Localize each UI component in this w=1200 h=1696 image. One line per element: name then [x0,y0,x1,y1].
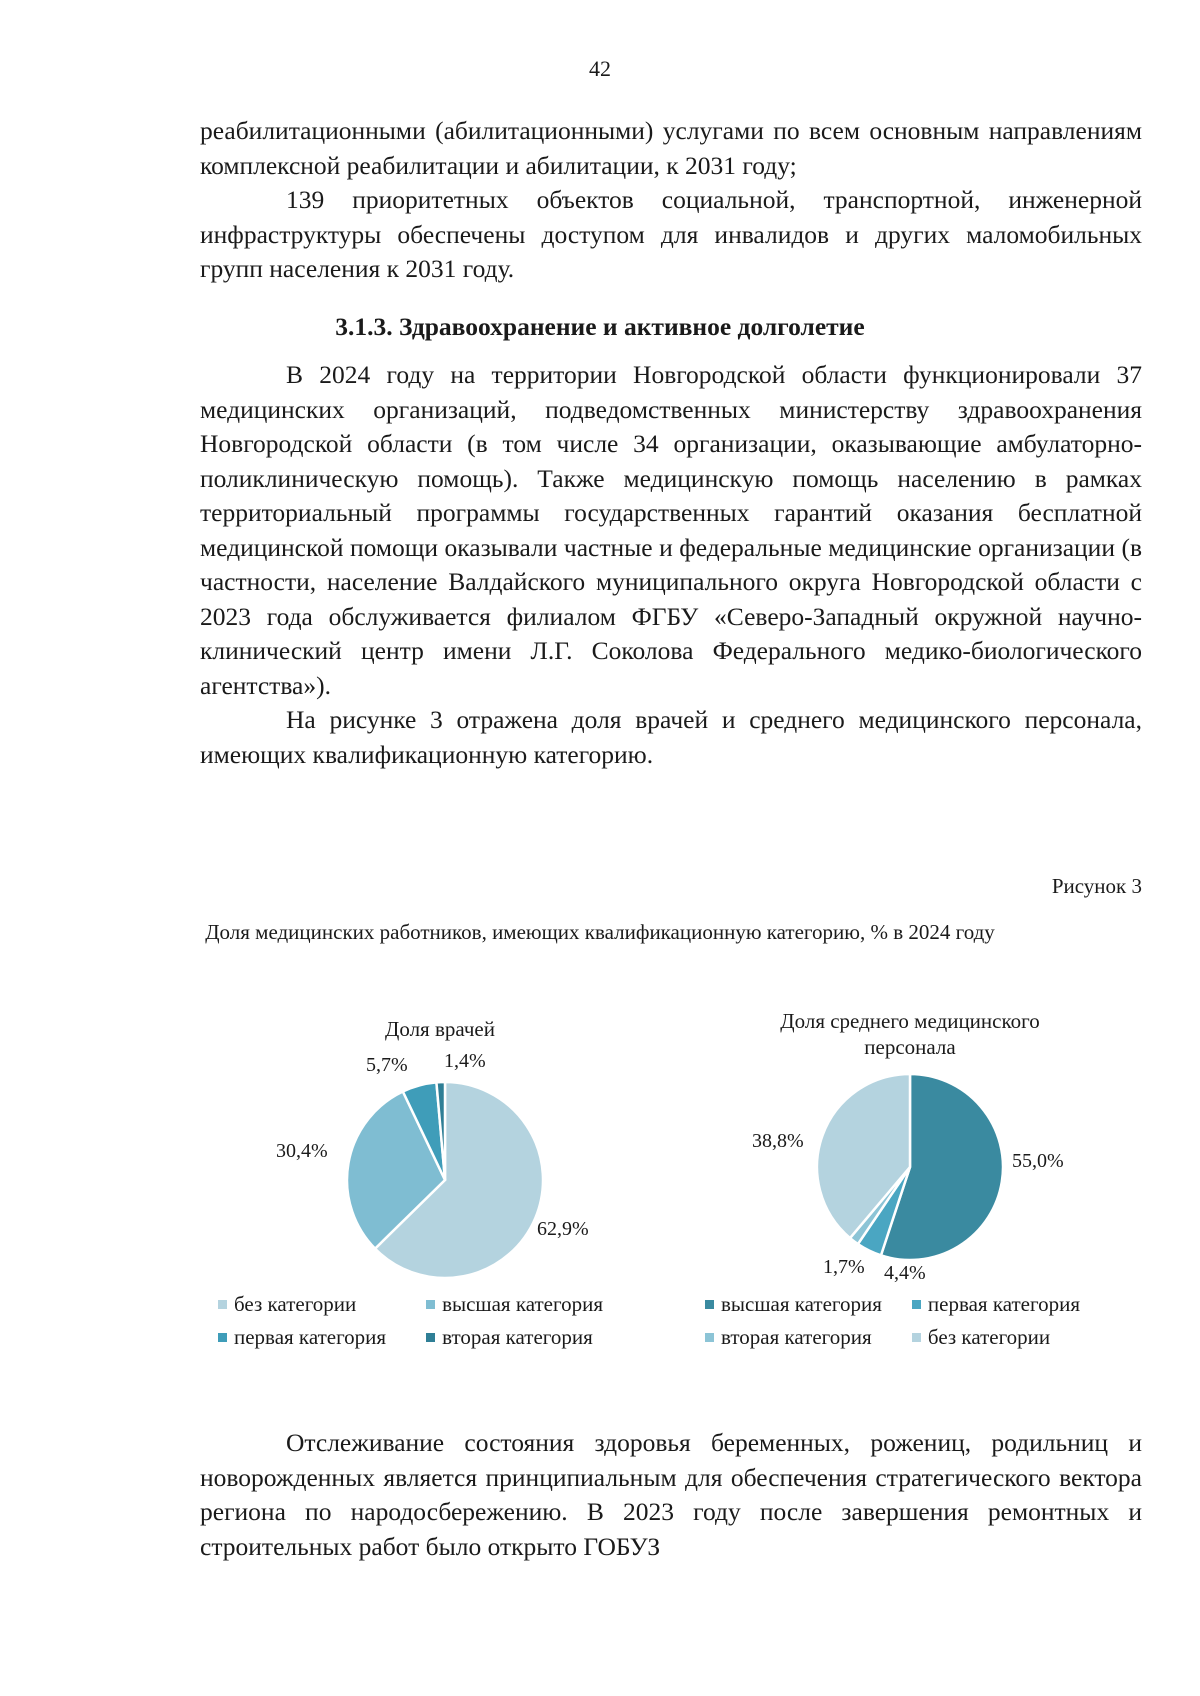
swatch-icon [912,1333,921,1342]
legend-item: без категории [912,1325,1080,1350]
pie-label: 38,8% [752,1130,804,1152]
pie-label: 30,4% [276,1140,328,1162]
pie-label: 4,4% [884,1262,926,1284]
legend-nurses [705,1292,1080,1350]
text-top [200,114,1142,287]
section-heading: 3.1.3. Здравоохранение и активное долголетие [335,312,865,341]
paragraph: реабилитационными (абилитационными) услугами по всем основным направлениям комплексной реабилитации и абилитации, к 2031 году; [200,116,1142,180]
page-number: 42 [589,56,611,81]
swatch-icon [218,1300,227,1309]
legend-item: первая категория [218,1325,386,1350]
paragraph: 139 приоритетных объектов социальной, транспортной, инженерной инфраструктуры обеспечены доступом для инвалидов и других маломобильных групп населения к 2031 году. [200,185,1142,283]
pie-title-nurses: Доля среднего медицинского персонала [780,1009,1040,1059]
swatch-icon [912,1300,921,1309]
pie-label: 5,7% [366,1054,408,1076]
pie-label: 62,9% [537,1218,589,1240]
legend-doctors [218,1292,603,1350]
swatch-icon [705,1300,714,1309]
legend-item: вторая категория [426,1325,603,1350]
section-body [200,358,1142,772]
pie-chart-nurses [815,1072,1005,1262]
swatch-icon [705,1333,714,1342]
legend-item: без категории [218,1292,386,1317]
paragraph: На рисунке 3 отражена доля врачей и среднего медицинского персонала, имеющих квалификационную категорию. [200,705,1142,769]
pie-chart-doctors [345,1080,545,1280]
swatch-icon [426,1300,435,1309]
paragraph: В 2024 году на территории Новгородской области функционировали 37 медицинских организаций, подведомственных министерству здравоохранения Новгородской области (в том числе 34 организации, оказывающие амбулаторно-поликлиническую помощь). Также медицинскую помощь населению в рамках территориальный программы государственных гарантий оказания бесплатной медицинской помощи оказывали частные и федеральные медицинские организации (в частности, население Валдайского муниципального округа Новгородской области с 2023 года обслуживается филиалом ФГБУ «Северо-Западный окружной научно-клинический центр имени Л.Г. Соколова Федерального медико-биологического агентства»). [200,360,1142,700]
pie-label: 1,7% [823,1256,865,1278]
pie-label: 55,0% [1012,1150,1064,1172]
figure-title: Доля медицинских работников, имеющих квалификационную категорию, % в 2024 году [205,920,995,944]
legend-item: высшая категория [705,1292,882,1317]
pie-label: 1,4% [444,1050,486,1072]
legend-item: вторая категория [705,1325,882,1350]
legend-item: высшая категория [426,1292,603,1317]
legend-item: первая категория [912,1292,1080,1317]
pie-title-doctors: Доля врачей [385,1017,495,1041]
text-bottom [200,1426,1142,1564]
figure-label: Рисунок 3 [1051,874,1142,898]
swatch-icon [218,1333,227,1342]
swatch-icon [426,1333,435,1342]
paragraph: Отслеживание состояния здоровья беременных, рожениц, родильниц и новорожденных является принципиальным для обеспечения стратегического вектора региона по народосбережению. В 2023 году после завершения ремонтных и строительных работ было открыто ГОБУЗ [200,1428,1142,1561]
